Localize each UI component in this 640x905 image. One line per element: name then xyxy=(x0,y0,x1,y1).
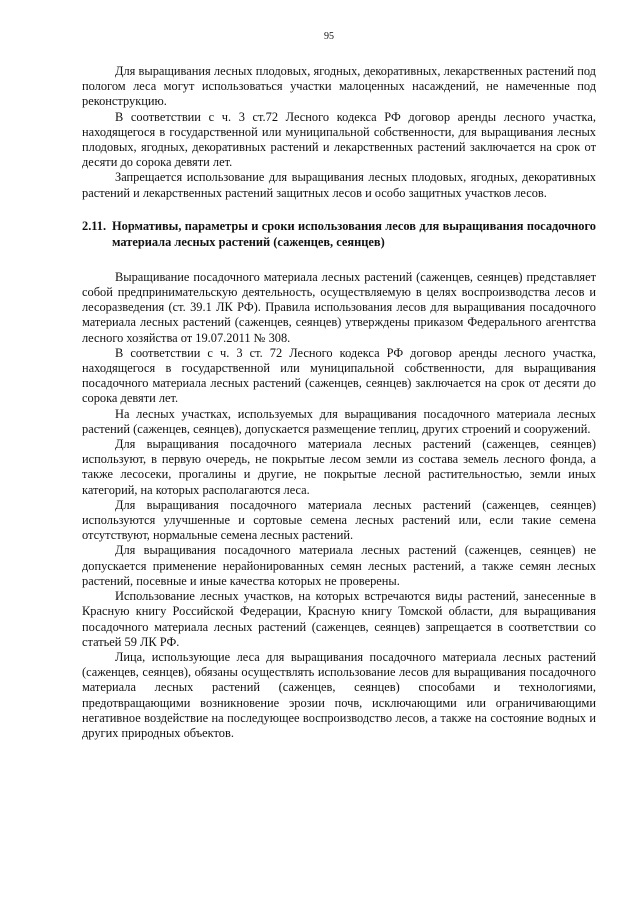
paragraph: В соответствии с ч. 3 ст.72 Лесного кодекса РФ договор аренды лесного участка, находящегося в государственной или муниципальной собственности, для выращивания лесных плодовых, ягодных, декоративных растений и лекарственных растений заключается на срок от десяти до сорока девяти лет. xyxy=(82,109,596,170)
section-heading xyxy=(82,218,596,250)
paragraph: Лица, использующие леса для выращивания посадочного материала лесных растений (саженцев, сеянцев), обязаны осуществлять использование лесов для выращивания посадочного материала лесных растений (саженцев, сеянцев) способами и технологиями, предотвращающими возникновение эрозии почв, исключающими или ограничивающими негативное воздействие на последующее воспроизводство лесов, а также на состояние водных и других природных объектов. xyxy=(82,649,596,740)
section-title: Нормативы, параметры и сроки использования лесов для выращивания посадочного материала лесных растений (саженцев, сеянцев) xyxy=(112,218,596,249)
section-number: 2.11. xyxy=(82,218,107,233)
paragraph: Запрещается использование для выращивания лесных плодовых, ягодных, декоративных растений и лекарственных растений защитных лесов и особо защитных участков лесов. xyxy=(82,170,596,200)
page-number: 95 xyxy=(324,31,334,42)
paragraph: Использование лесных участков, на которых встречаются виды растений, занесенные в Красную книгу Российской Федерации, Красную книгу Томской области, для выращивания посадочного материала лесных растений (саженцев, сеянцев) запрещается в соответствии со статьей 59 ЛК РФ. xyxy=(82,589,596,649)
paragraph: Для выращивания посадочного материала лесных растений (саженцев, сеянцев) используются улучшенные и сортовые семена лесных растений или, если такие семена отсутствуют, нормальные семена лесных растений. xyxy=(82,497,596,543)
paragraph: Для выращивания лесных плодовых, ягодных, декоративных, лекарственных растений под пологом леса могут использоваться участки малоценных насаждений, не намеченные под реконструкцию. xyxy=(82,64,596,109)
paragraph: Для выращивания посадочного материала лесных растений (саженцев, сеянцев) используют, в первую очередь, не покрытые лесом земли из состава земель лесного фонда, а также лесосеки, прогалины и другие, не покрытые лесной растительностью, земли иных категорий, на которых располагаются леса. xyxy=(82,437,596,497)
paragraph: Выращивание посадочного материала лесных растений (саженцев, сеянцев) представляет собой предпринимательскую деятельность, осуществляемую в целях воспроизводства лесов и лесоразведения (ст. 39.1 ЛК РФ). Правила использования лесов для выращивания посадочного материала лесных растений (саженцев, сеянцев) утверждены приказом Федерального агентства лесного хозяйства от 19.07.2011 № 308. xyxy=(82,269,596,345)
paragraph: На лесных участках, используемых для выращивания посадочного материала лесных растений (саженцев, сеянцев), допускается размещение теплиц, других строений и сооружений. xyxy=(82,406,596,436)
paragraph: Для выращивания посадочного материала лесных растений (саженцев, сеянцев) не допускается применение нерайонированных семян лесных растений, а также семян лесных растений, посевные и иные качества которых не проверены. xyxy=(82,543,596,588)
paragraph: В соответствии с ч. 3 ст. 72 Лесного кодекса РФ договор аренды лесного участка, находящегося в государственной или муниципальной собственности, для выращивания посадочного материала лесных растений (саженцев, сеянцев) заключается на срок от десяти до сорока девяти лет. xyxy=(82,345,596,406)
